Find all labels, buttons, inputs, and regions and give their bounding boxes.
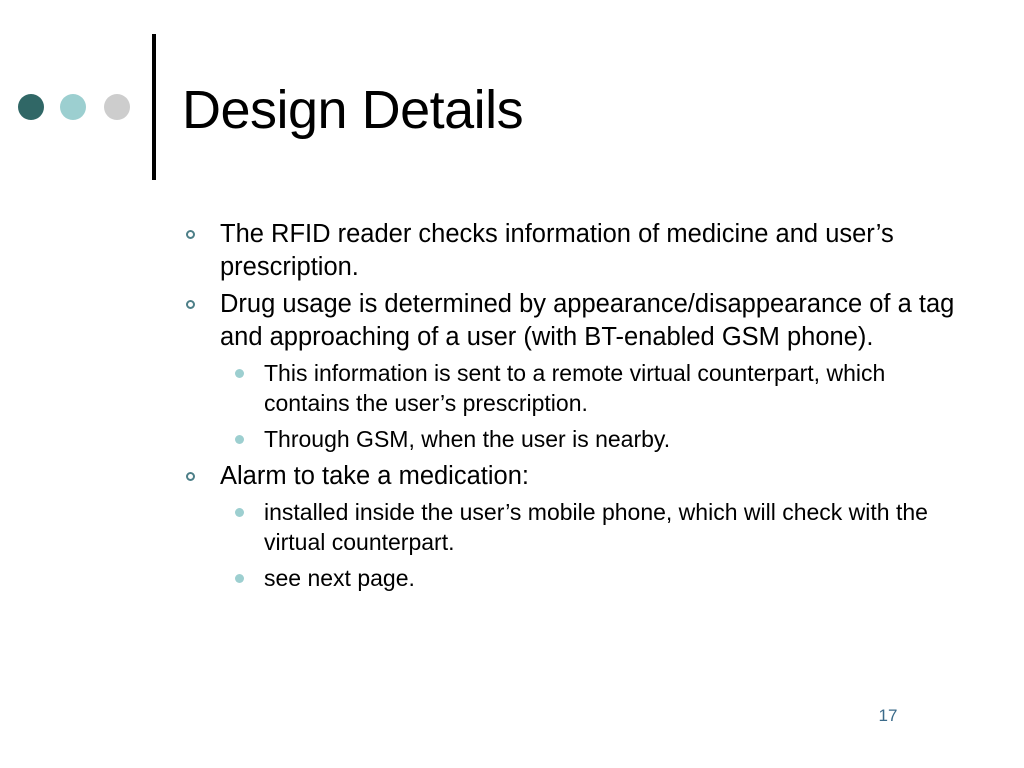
bullet-item [180,288,970,354]
bullet-item [180,460,970,493]
slide-title: Design Details [182,80,524,140]
title-divider [152,34,156,180]
dot-bullet-icon [235,508,244,517]
sub-bullet-text: installed inside the user’s mobile phone, which will check with the virtual counterpart. [264,499,928,555]
dot-bullet-icon [235,369,244,378]
sub-bullet-item [180,358,970,418]
sub-bullet-item [180,563,970,593]
sub-bullet-text: see next page. [264,565,415,591]
bullet-item [180,218,970,284]
ring-bullet-icon [186,300,195,309]
page-number: 17 [878,706,898,725]
decorative-dot-light [104,94,130,120]
decorative-dot-mid [60,94,86,120]
dot-bullet-icon [235,435,244,444]
sub-bullet-text: Through GSM, when the user is nearby. [264,426,671,452]
ring-bullet-icon [186,230,195,239]
bullet-text: The RFID reader checks information of medicine and user’s prescription. [220,220,894,281]
bullet-list [180,218,970,599]
sub-bullet-item [180,497,970,557]
ring-bullet-icon [186,472,195,481]
sub-bullet-text: This information is sent to a remote virtual counterpart, which contains the user’s prescription. [264,360,886,416]
decorative-dot-dark [18,94,44,120]
bullet-text: Alarm to take a medication: [220,462,529,490]
bullet-text: Drug usage is determined by appearance/disappearance of a tag and approaching of a user (with BT-enabled GSM phone). [220,290,955,351]
sub-bullet-item [180,424,970,454]
dot-bullet-icon [235,574,244,583]
